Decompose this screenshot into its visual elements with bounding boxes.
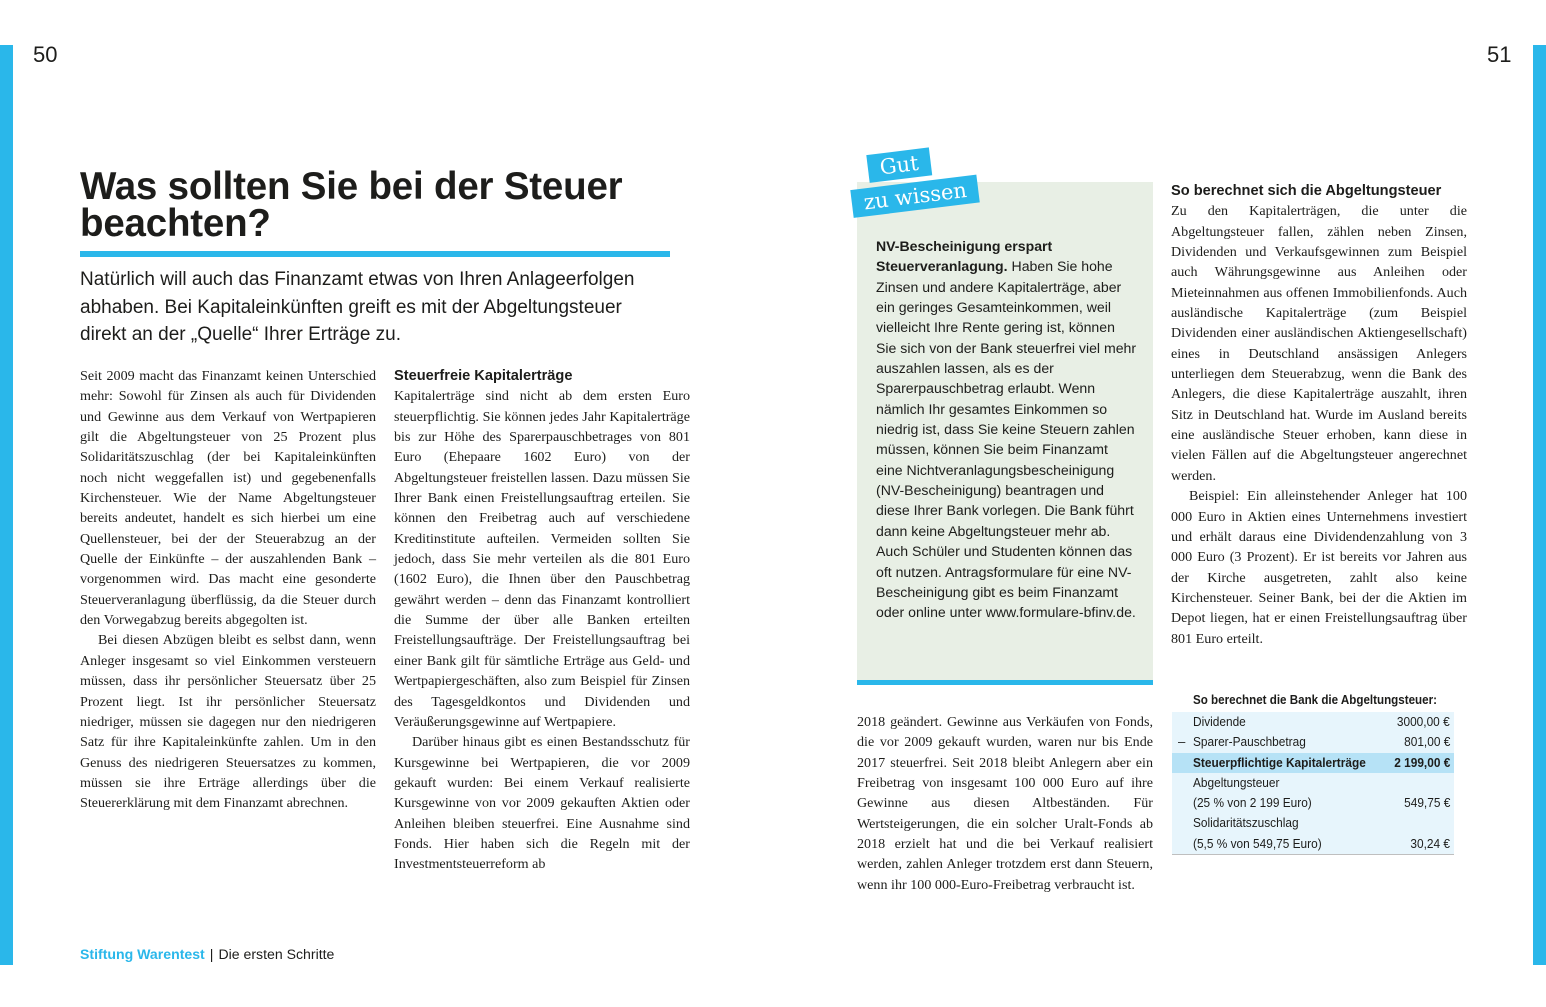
section-heading: Steuerfreie Kapitalerträge bbox=[394, 368, 573, 384]
right-edge-bar bbox=[1533, 45, 1546, 965]
tax-row-label: Sparer-Pauschbetrag bbox=[1193, 734, 1306, 750]
tax-row-label: Abgeltungsteuer bbox=[1193, 774, 1280, 790]
body-column-1 bbox=[80, 366, 376, 814]
info-tag-gut: Gut bbox=[866, 147, 932, 182]
tax-row-value: 2 199,00 € bbox=[1393, 754, 1450, 770]
page-headline: Was sollten Sie bei der Steuer beachten? bbox=[80, 165, 623, 245]
page-footer bbox=[80, 946, 334, 962]
tax-row-sparer-pauschbetrag bbox=[1172, 732, 1454, 752]
tax-table-title: So berechnet die Bank die Abgeltungsteuer: bbox=[1193, 692, 1437, 707]
footer-series-title: Die ersten Schritte bbox=[218, 946, 335, 962]
tax-row-value: 549,75 € bbox=[1403, 795, 1450, 811]
body-paragraph: Seit 2009 macht das Finanzamt keinen Unterschied mehr: Sowohl für Zinsen als auch für Dividenden und Gewinne aus dem Verkauf von Wertpapieren gilt die Abgeltungsteuer von 25 Prozent plus Solidaritätszuschlag (der bei Kapitaleinkünften noch nicht weggefallen ist) und gegebenenfalls Kirchensteuer. Wie der Name Abgeltungsteuer bereits andeutet, handelt es sich hierbei um eine Quellensteuer, bei der der Steuerabzug an der Quelle der Einkünfte – der auszahlenden Bank – vorgenommen wird. Das macht eine gesonderte Steuerveranlagung überflüssig, da die Steuer durch den Vorwegabzug bereits abgegolten ist. bbox=[80, 368, 376, 629]
section-heading: So berechnet sich die Abgeltungsteuer bbox=[1171, 183, 1442, 199]
tax-row-soli-detail bbox=[1172, 834, 1454, 854]
tax-row-label: Dividende bbox=[1193, 714, 1246, 729]
info-box-body: Haben Sie hohe Zinsen und andere Kapitalerträge, aber ein geringes Gesamteinkommen, weil vielleicht Ihre Rente gering ist, können Sie sich von der Bank steuerfrei viel mehr auszahlen lassen, als es der Sparerpauschbetrag erlaubt. Wenn nämlich Ihr gesamtes Einkommen so niedrig ist, dass Sie keine Steuern zahlen müssen, können Sie beim Finanzamt eine Nichtveranlagungsbescheinigung (NV-Bescheinigung) beantragen und diese Ihrer Bank vorlegen. Die Bank führt dann keine Abgeltungsteuer mehr ab. Auch Schüler und Studenten können das oft nutzen. Antragsformulare für eine NV-Bescheinigung gibt es beim Finanzamt oder online unter www.formulare-bfinv.de. bbox=[876, 258, 1137, 621]
body-column-4 bbox=[1171, 181, 1467, 649]
footer-brand: Stiftung Warentest bbox=[80, 946, 205, 962]
info-box-lead: NV-Bescheinigung erspart Steuerveranlagung. bbox=[876, 238, 1053, 275]
body-paragraph: 2018 geändert. Gewinne aus Verkäufen von Fonds, die vor 2009 gekauft wurden, waren nur bis Ende 2017 steuerfrei. Seit 2018 bleibt Anlegern aber ein Freibetrag von insgesamt 100 000 Euro auf ihre Gewinne aus diesen Altbeständen. Für Wertsteigerungen, die ein solcher Uralt-Fonds ab 2018 erzielt hat und die bei Verkauf realisiert werden, zahlen Anleger trotzdem erst dann Steuern, wenn ihr 100 000-Euro-Freibetrag verbraucht ist. bbox=[857, 714, 1153, 893]
tax-table-bottom-rule bbox=[1172, 854, 1454, 855]
body-paragraph: Beispiel: Ein alleinstehender Anleger hat 100 000 Euro in Aktien eines Unternehmens investiert und erhält daraus eine Dividendenzahlung von 3 000 Euro (3 Prozent). Er ist bereits vor Jahren aus der Kirche ausgetreten, zahlt also keine Kirchensteuer. Seiner Bank, bei der die Aktien im Depot liegen, hat er einen Freistellungsauftrag über 801 Euro erteilt. bbox=[1171, 488, 1467, 647]
tax-row-dividende bbox=[1172, 712, 1454, 732]
tax-row-label: (5,5 % von 549,75 Euro) bbox=[1193, 835, 1322, 851]
tax-row-steuerpflichtig bbox=[1172, 753, 1454, 773]
tax-row-abgeltungsteuer bbox=[1172, 773, 1454, 793]
tax-row-label: Steuerpflichtige Kapitalerträge bbox=[1193, 754, 1366, 770]
lead-paragraph: Natürlich will auch das Finanzamt etwas von Ihren Anlageerfolgen abhaben. Bei Kapitaleinkünften greift es mit der Abgeltungsteuer direkt an der „Quelle“ Ihrer Erträge zu. bbox=[80, 269, 635, 345]
tax-row-sign: – bbox=[1178, 734, 1186, 750]
body-column-3 bbox=[857, 712, 1153, 895]
tax-row-value: 801,00 € bbox=[1403, 734, 1450, 750]
tax-row-label: Solidaritätszuschlag bbox=[1193, 815, 1299, 831]
footer-separator: | bbox=[209, 946, 214, 962]
left-edge-bar bbox=[0, 45, 13, 965]
info-box-rule bbox=[857, 680, 1153, 685]
page-number-right: 51 bbox=[1487, 42, 1512, 67]
tax-row-label: (25 % von 2 199 Euro) bbox=[1193, 795, 1312, 811]
tax-row-soli bbox=[1172, 813, 1454, 833]
body-column-2 bbox=[394, 366, 690, 875]
page-number-left: 50 bbox=[33, 42, 58, 67]
body-paragraph: Zu den Kapitalerträgen, die unter die Abgeltungsteuer fallen, zählen neben Zinsen, Dividenden und Verkaufsgewinnen zum Beispiel auch Währungsgewinne aus Anleihen oder Mieteinnahmen aus offenen Immobilienfonds. Auch ausländische Kapitalerträge (zum Beispiel Dividenden einer ausländischen Aktiengesellschaft) eines in Deutschland ansässigen Anlegers unterliegen dem Steuerabzug, wenn die Bank des Anlegers, die diese Kapitalerträge auszahlt, ihren Sitz in Deutschland hat. Wurde im Ausland bereits eine ausländische Steuer erhoben, kann diese in vielen Fällen auf die Abgeltungsteuer angerechnet werden. bbox=[1171, 203, 1467, 484]
info-tag-zu-wissen: zu wissen bbox=[850, 175, 980, 218]
body-paragraph: Darüber hinaus gibt es einen Bestandsschutz für Kursgewinne bei Wertpapieren, die vor 2009 gekauft wurden: Bei einem Verkauf realisierte Kursgewinne von vor 2009 gekauften Aktien oder Anleihen bleiben steuerfrei. Eine Ausnahme sind Fonds. Hier haben sich die Regeln mit der Investmentsteuerreform ab bbox=[394, 734, 690, 873]
tax-row-value: 3000,00 € bbox=[1397, 714, 1450, 729]
tax-row-value: 30,24 € bbox=[1410, 835, 1450, 851]
headline-rule bbox=[80, 251, 670, 257]
tax-row-abgeltungsteuer-detail bbox=[1172, 793, 1454, 813]
info-box-text bbox=[876, 236, 1138, 623]
body-paragraph: Bei diesen Abzügen bleibt es selbst dann, wenn Anleger insgesamt so viel Einkommen versteuern müssen, dass ihr persönlicher Steuersatz über 25 Prozent liegt. Ist ihr persönlicher Steuersatz niedriger, müssen sie dagegen nur den niedrigeren Satz für ihre Kapitaleinkünfte zahlen. Um in den Genuss des niedrigeren Steuersatzes zu kommen, müssen sie ihre Erträge allerdings über die Steuererklärung mit dem Finanzamt abrechnen. bbox=[80, 632, 376, 812]
body-paragraph: Kapitalerträge sind nicht ab dem ersten Euro steuerpflichtig. Sie können jedes Jahr Kapitalerträge bis zur Höhe des Sparerpauschbetrages von 801 Euro (Ehepaare 1602 Euro) von der Abgeltungsteuer freistellen lassen. Dazu müssen Sie Ihrer Bank einen Freistellungsauftrag erteilen. Sie können den Freibetrag auch auf verschiedene Kreditinstitute aufteilen. Vermeiden sollten Sie jedoch, dass Sie mehr verteilen als die 801 Euro (1602 Euro), die Ihnen über den Pauschbetrag gewährt werden – denn das Finanzamt kontrolliert die Summe der über alle Banken erteilten Freistellungsaufträge. Der Freistellungsauftrag bei einer Bank gilt für sämtliche Erträge aus Geld- und Wertpapiergeschäften, also zum Beispiel für Zinsen des Tagesgeldkontos und Dividenden und Veräußerungsgewinne auf Wertpapiere. bbox=[394, 388, 690, 730]
tax-table bbox=[1172, 712, 1454, 854]
